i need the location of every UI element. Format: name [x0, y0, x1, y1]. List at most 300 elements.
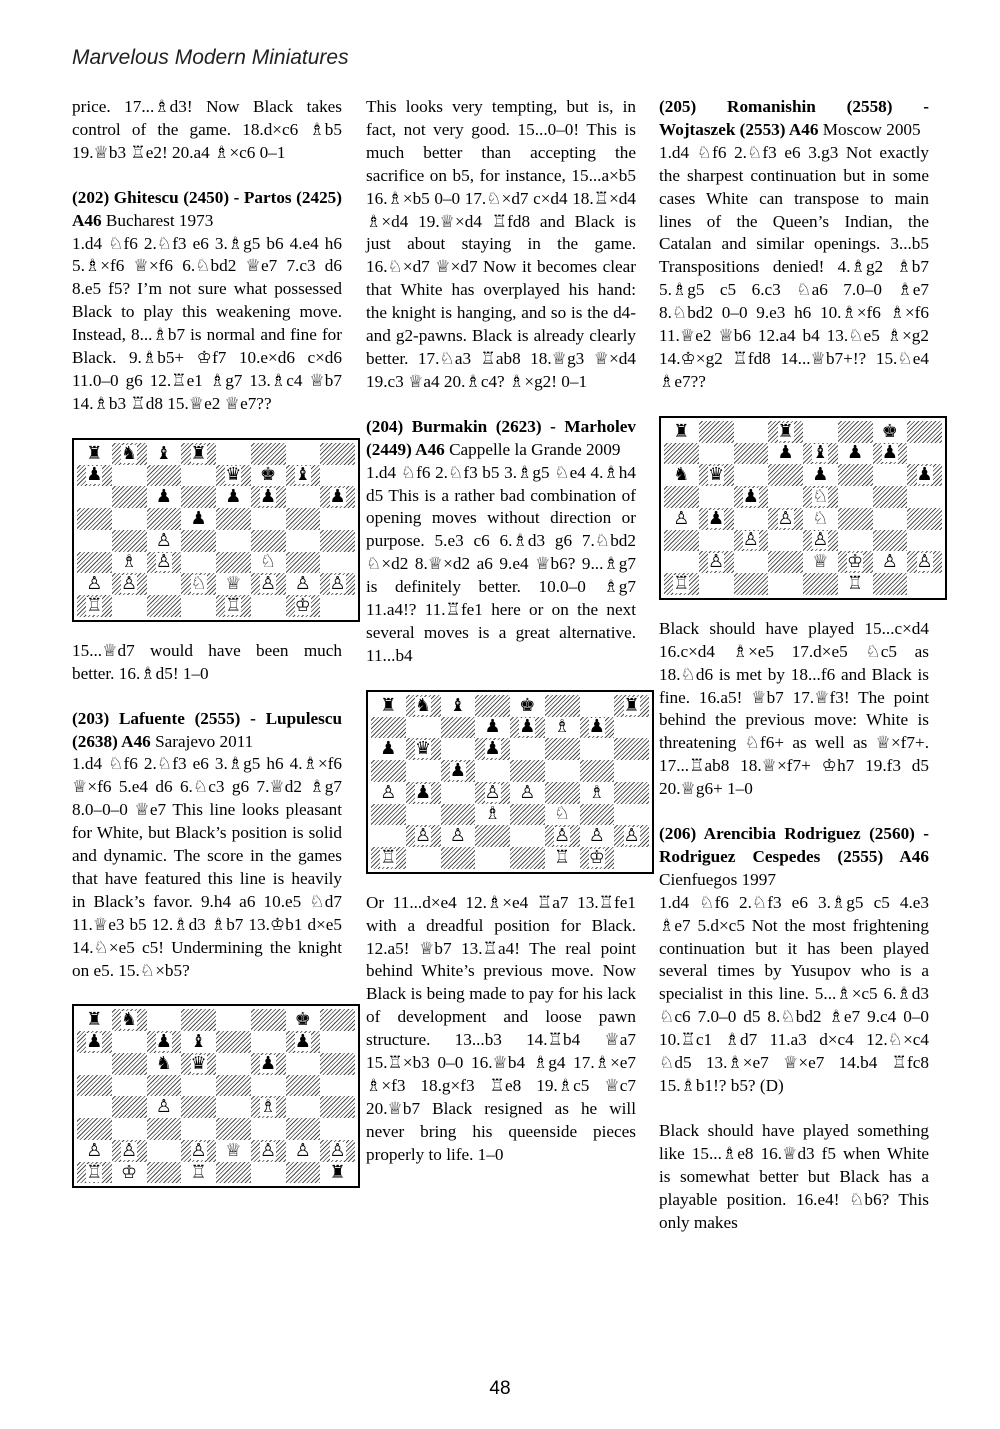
board-square: [112, 1031, 147, 1053]
board-square: [545, 738, 580, 760]
board-square: [734, 486, 769, 508]
game-header: (204) Burmakin (2623) - Marholev (2449) A46: [366, 416, 636, 459]
board-square: [286, 530, 321, 552]
board-square: [112, 1162, 147, 1184]
board-square: [580, 847, 615, 869]
board-square: [77, 552, 112, 574]
board-square: [77, 1096, 112, 1118]
game-header: (203) Lafuente (2555) - Lupulescu (2638) A46: [72, 708, 342, 751]
board-square: [580, 738, 615, 760]
board-square: [406, 847, 441, 869]
board-square: [838, 551, 873, 573]
board-square: [147, 486, 182, 508]
board-square: [147, 1009, 182, 1031]
board-square: [216, 1140, 251, 1162]
board-square: [181, 508, 216, 530]
board-square: [216, 573, 251, 595]
board-square: [441, 847, 476, 869]
chess-piece-icon: ♞: [415, 694, 432, 716]
board-square: [147, 508, 182, 530]
game-place: Bucharest 1973: [101, 210, 214, 230]
board-square: [734, 421, 769, 443]
chess-piece-icon: ♙: [260, 573, 277, 595]
board-square: [838, 486, 873, 508]
chess-piece-icon: ♙: [484, 781, 501, 803]
chess-piece-icon: ♘: [260, 551, 277, 573]
board-square: [475, 738, 510, 760]
game-header: (205) Romanishin (2558) - Wojtaszek (2553) A46: [659, 97, 929, 139]
chess-piece-icon: ♛: [190, 1052, 207, 1074]
board-square: [873, 530, 908, 552]
board-square: [768, 464, 803, 486]
chess-piece-icon: ♘: [812, 507, 829, 529]
chess-piece-icon: ♜: [86, 442, 103, 464]
board-square: [699, 486, 734, 508]
game-205: [659, 96, 929, 394]
board-square: [216, 443, 251, 465]
board-square: [320, 573, 355, 595]
board-square: [371, 847, 406, 869]
board-square: [907, 464, 942, 486]
chess-piece-icon: ♟: [881, 442, 898, 464]
board-square: [406, 695, 441, 717]
board-square: [803, 443, 838, 465]
board-square: [77, 1140, 112, 1162]
board-square: [181, 1031, 216, 1053]
board-square: [873, 443, 908, 465]
board-square: [371, 738, 406, 760]
chess-piece-icon: ♙: [329, 1139, 346, 1161]
board-square: [320, 465, 355, 487]
chess-piece-icon: ♖: [225, 594, 242, 616]
chess-piece-icon: ♚: [294, 1009, 311, 1031]
chess-piece-icon: ♚: [260, 464, 277, 486]
chess-piece-icon: ♙: [155, 551, 172, 573]
board-square: [77, 573, 112, 595]
game-moves: 1.d4 ♘f6 2.♘f3 b5 3.♗g5 ♘e4 4.♗h4 d5 This is a rather bad combination of opening moves without direction or purpose. 5.e3 c6 6.♗d3 g6 7.♘bd2 ♘×d2 8.♕×d2 a6 9.e4 ♕b6? 9...♗g7 is definitely better. 10.0–0 ♗g7 11.a4!? 11.♖fe1 here or on the next several moves is a great alternative. 11...b4: [366, 462, 636, 665]
board-square: [112, 1075, 147, 1097]
board-square: [699, 573, 734, 595]
chess-piece-icon: ♕: [225, 573, 242, 595]
board-square: [112, 573, 147, 595]
board-square: [216, 465, 251, 487]
chess-piece-icon: ♙: [742, 529, 759, 551]
board-square: [286, 465, 321, 487]
board-square: [181, 1053, 216, 1075]
board-square: [838, 421, 873, 443]
board-square: [580, 760, 615, 782]
board-square: [147, 552, 182, 574]
board-square: [371, 760, 406, 782]
chess-piece-icon: ♙: [155, 529, 172, 551]
board-square: [545, 717, 580, 739]
chess-piece-icon: ♙: [86, 573, 103, 595]
board-square: [907, 530, 942, 552]
board-square: [907, 551, 942, 573]
board-square: [181, 1118, 216, 1140]
board-square: [734, 551, 769, 573]
board-square: [545, 760, 580, 782]
board-square: [112, 595, 147, 617]
board-square: [614, 825, 649, 847]
board-square: [251, 595, 286, 617]
board-square: [112, 508, 147, 530]
board-square: [580, 695, 615, 717]
board-square: [475, 782, 510, 804]
board-square: [873, 573, 908, 595]
board-square: [873, 421, 908, 443]
board-square: [907, 421, 942, 443]
chess-piece-icon: ♝: [155, 442, 172, 464]
board-square: [77, 1162, 112, 1184]
paragraph: price. 17...♗d3! Now Black takes control of the game. 18.d×c6 ♗b5 19.♕b3 ♖e2! 20.a4 ♗×c6 0–1: [72, 97, 342, 162]
chess-piece-icon: ♙: [380, 781, 397, 803]
board-square: [181, 1096, 216, 1118]
board-square: [286, 508, 321, 530]
board-square: [147, 1075, 182, 1097]
board-square: [286, 1096, 321, 1118]
board-square: [216, 1118, 251, 1140]
board-square: [406, 760, 441, 782]
chess-piece-icon: ♕: [812, 551, 829, 573]
board-square: [320, 1009, 355, 1031]
board-square: [614, 847, 649, 869]
board-square: [510, 717, 545, 739]
chess-piece-icon: ♙: [449, 825, 466, 847]
chess-piece-icon: ♕: [225, 1139, 242, 1161]
board-square: [580, 782, 615, 804]
game-moves: 1.d4 ♘f6 2.♘f3 e6 3.♗g5 h6 4.♗×f6 ♕×f6 5.e4 d6 6.♘c3 g6 7.♕d2 ♗g7 8.0–0–0 ♕e7 This line looks pleasant for White, but Black’s position is solid and dynamic. The score in the games that have featured this line is heavily in Black’s favor. 9.h4 a6 10.e5 ♘d7 11.♕e3 b5 12.♗d3 ♗b7 13.♔b1 d×e5 14.♘×e5 c5! Undermining the knight on e5. 15.♘×b5?: [72, 754, 342, 980]
board-square: [112, 486, 147, 508]
board-square: [320, 1096, 355, 1118]
board-square: [251, 530, 286, 552]
chess-piece-icon: ♟: [847, 442, 864, 464]
board-square: [768, 486, 803, 508]
board-square: [873, 464, 908, 486]
chess-piece-icon: ♜: [777, 420, 794, 442]
game-place: Cienfuegos 1997: [659, 869, 776, 889]
board-square: [147, 1096, 182, 1118]
board-square: [251, 443, 286, 465]
chess-piece-icon: ♗: [554, 716, 571, 738]
board-square: [251, 1096, 286, 1118]
chess-piece-icon: ♜: [329, 1161, 346, 1183]
chess-piece-icon: ♟: [916, 464, 933, 486]
chess-diagram: [72, 438, 360, 622]
board-square: [181, 1140, 216, 1162]
board-square: [803, 486, 838, 508]
board-square: [475, 717, 510, 739]
board-square: [699, 421, 734, 443]
board-square: [286, 1140, 321, 1162]
board-square: [614, 804, 649, 826]
board-square: [216, 595, 251, 617]
board-square: [112, 1140, 147, 1162]
chess-piece-icon: ♟: [777, 442, 794, 464]
board-square: [907, 443, 942, 465]
game-206: [659, 823, 929, 1098]
chess-piece-icon: ♗: [260, 1096, 277, 1118]
game-moves: 1.d4 ♘f6 2.♘f3 e6 3.♗g5 c5 4.e3 ♗e7 5.d×c5 Not the most frightening continuation but it has been played several times by Yusupov who is a specialist in this line. 5...♗×c5 6.♗d3 ♘c6 7.0–0 d5 8.♘bd2 ♗e7 9.c4 0–0 10.♖c1 ♗d7 11.a3 d×c4 12.♘×c4 ♘d5 13.♗×e7 ♕×e7 14.b4 ♖fc8 15.♗b1!? b5? (D): [659, 892, 929, 1095]
board-square: [112, 530, 147, 552]
board-square: [510, 782, 545, 804]
board-square: [510, 695, 545, 717]
board-square: [699, 530, 734, 552]
chess-piece-icon: ♚: [519, 694, 536, 716]
board-square: [181, 530, 216, 552]
board-square: [320, 508, 355, 530]
chess-piece-icon: ♜: [380, 694, 397, 716]
chess-piece-icon: ♗: [484, 803, 501, 825]
board-square: [510, 738, 545, 760]
board-square: [734, 464, 769, 486]
board-square: [614, 695, 649, 717]
chess-piece-icon: ♟: [519, 716, 536, 738]
game-204: [366, 416, 636, 668]
board-square: [907, 486, 942, 508]
chess-piece-icon: ♔: [294, 594, 311, 616]
board-square: [614, 760, 649, 782]
board-square: [181, 595, 216, 617]
board-square: [77, 1009, 112, 1031]
board-square: [320, 1140, 355, 1162]
board-square: [112, 465, 147, 487]
chess-piece-icon: ♙: [294, 573, 311, 595]
board-square: [320, 486, 355, 508]
board-square: [441, 804, 476, 826]
board-square: [320, 1162, 355, 1184]
chess-piece-icon: ♟: [155, 1031, 172, 1053]
chess-piece-icon: ♟: [155, 486, 172, 508]
board-square: [768, 573, 803, 595]
board-square: [286, 573, 321, 595]
board-square: [77, 595, 112, 617]
chess-piece-icon: ♗: [121, 551, 138, 573]
board-square: [664, 530, 699, 552]
chess-piece-icon: ♙: [519, 781, 536, 803]
board-square: [406, 782, 441, 804]
board-square: [510, 847, 545, 869]
chess-piece-icon: ♘: [554, 803, 571, 825]
chess-piece-icon: ♙: [415, 825, 432, 847]
board-square: [251, 465, 286, 487]
board-square: [181, 552, 216, 574]
board-square: [112, 1009, 147, 1031]
chess-piece-icon: ♝: [294, 464, 311, 486]
board-square: [77, 508, 112, 530]
chess-piece-icon: ♖: [86, 594, 103, 616]
board-square: [77, 1075, 112, 1097]
chess-piece-icon: ♛: [415, 738, 432, 760]
board-square: [803, 508, 838, 530]
board-square: [320, 1075, 355, 1097]
board-square: [873, 508, 908, 530]
board-square: [216, 530, 251, 552]
game-place: Moscow 2005: [818, 119, 921, 139]
board-square: [580, 804, 615, 826]
board-square: [286, 595, 321, 617]
board-square: [838, 508, 873, 530]
board-square: [580, 825, 615, 847]
game-moves: 1.d4 ♘f6 2.♘f3 e6 3.♗g5 b6 4.e4 h6 5.♗×f6 ♕×f6 6.♘bd2 ♕e7 7.c3 d6 8.e5 f5? I’m not sure what possessed Black to play this weakening move. Instead, 8...♗b7 is normal and fine for Black. 9.♗b5+ ♔f7 10.e×d6 c×d6 11.0–0 g6 12.♖e1 ♗g7 13.♗c4 ♕b7 14.♗b3 ♖d8 15.♕e2 ♕e7??: [72, 233, 342, 413]
chess-piece-icon: ♞: [121, 1009, 138, 1031]
game-moves: 1.d4 ♘f6 2.♘f3 e6 3.g3 Not exactly the sharpest continuation but in some cases White can transpose to main lines of the Queen’s Indian, the Catalan and similar openings. 3...b5 Transpositions denied! 4.♗g2 ♗b7 5.♗g5 c5 6.c3 ♘a6 7.0–0 ♗e7 8.♘bd2 0–0 9.e3 h6 10.♗×f6 ♗×f6 11.♕e2 ♕b6 12.a4 b4 13.♘e5 ♗×g2 14.♔×g2 ♖fd8 14...♕b7+!? 15.♘e4 ♗e7??: [659, 142, 929, 391]
chess-piece-icon: ♟: [812, 464, 829, 486]
board-square: [441, 695, 476, 717]
board-square: [251, 508, 286, 530]
board-square: [181, 465, 216, 487]
chess-piece-icon: ♜: [623, 694, 640, 716]
board-square: [181, 1075, 216, 1097]
board-square: [734, 508, 769, 530]
board-square: [510, 760, 545, 782]
paragraph: Black should have played something like 15...♗e8 16.♕d3 f5 when White is somewhat better but Black has a playable position. 16.e4! ♘b6? This only makes: [659, 1120, 929, 1232]
board-square: [216, 1162, 251, 1184]
chess-piece-icon: ♖: [673, 572, 690, 594]
chess-piece-icon: ♟: [449, 759, 466, 781]
paragraph: Or 11...d×e4 12.♗×e4 ♖a7 13.♖fe1 with a dreadful position for Black. 12.a5! ♕b7 13.♖a4! The real point behind White’s previous move. Now Black is being made to pay for his lack of development and loose pawn structure. 13...b3 14.♖b4 ♕a7 15.♖×b3 0–0 16.♕b4 ♗g4 17.♗×e7 ♗×f3 18.g×f3 ♖e8 19.♗c5 ♕c7 20.♕b7 Black resigned as he will never bring his queenside pieces properly to life. 1–0: [366, 892, 636, 1164]
board-square: [251, 486, 286, 508]
chess-piece-icon: ♞: [155, 1052, 172, 1074]
board-square: [216, 1096, 251, 1118]
board-square: [664, 421, 699, 443]
board-square: [406, 804, 441, 826]
board-square: [251, 1162, 286, 1184]
chess-diagram: [659, 416, 947, 600]
board-square: [699, 464, 734, 486]
chess-piece-icon: ♙: [260, 1139, 277, 1161]
board-square: [406, 738, 441, 760]
board-square: [371, 804, 406, 826]
board-square: [216, 1075, 251, 1097]
chess-piece-icon: ♖: [554, 846, 571, 868]
board-square: [475, 760, 510, 782]
chess-piece-icon: ♟: [380, 738, 397, 760]
board-square: [286, 1053, 321, 1075]
board-square: [147, 530, 182, 552]
chess-piece-icon: ♙: [121, 573, 138, 595]
board-square: [320, 595, 355, 617]
board-square: [147, 443, 182, 465]
board-square: [251, 1009, 286, 1031]
board-square: [441, 825, 476, 847]
board-square: [181, 443, 216, 465]
game-place: Sarajevo 2011: [150, 731, 254, 751]
board-square: [286, 486, 321, 508]
chess-piece-icon: ♘: [190, 573, 207, 595]
board-square: [371, 717, 406, 739]
chess-piece-icon: ♟: [484, 716, 501, 738]
board-square: [112, 1096, 147, 1118]
chess-piece-icon: ♟: [190, 507, 207, 529]
board-square: [320, 552, 355, 574]
board-square: [838, 443, 873, 465]
board-square: [907, 573, 942, 595]
board-square: [77, 530, 112, 552]
board-square: [545, 695, 580, 717]
board-square: [286, 1118, 321, 1140]
chess-piece-icon: ♙: [190, 1139, 207, 1161]
board-square: [545, 847, 580, 869]
chess-piece-icon: ♟: [484, 738, 501, 760]
chess-diagram: [366, 690, 654, 874]
board-square: [320, 530, 355, 552]
board-square: [112, 443, 147, 465]
chess-piece-icon: ♖: [86, 1161, 103, 1183]
board-square: [406, 825, 441, 847]
board-square: [907, 508, 942, 530]
board-square: [286, 552, 321, 574]
board-square: [112, 552, 147, 574]
board-square: [803, 530, 838, 552]
chess-piece-icon: ♙: [916, 551, 933, 573]
board-square: [406, 717, 441, 739]
board-square: [77, 1031, 112, 1053]
chess-piece-icon: ♜: [190, 442, 207, 464]
board-square: [768, 421, 803, 443]
board-square: [803, 573, 838, 595]
board-square: [181, 1009, 216, 1031]
chess-piece-icon: ♖: [380, 846, 397, 868]
board-square: [803, 464, 838, 486]
board-square: [873, 486, 908, 508]
board-square: [475, 804, 510, 826]
board-square: [147, 1118, 182, 1140]
game-place: Cappelle la Grande 2009: [444, 439, 621, 459]
board-square: [838, 530, 873, 552]
board-square: [147, 1162, 182, 1184]
board-square: [320, 1031, 355, 1053]
board-square: [251, 1031, 286, 1053]
board-square: [286, 443, 321, 465]
chess-piece-icon: ♙: [294, 1139, 311, 1161]
chess-piece-icon: ♘: [812, 485, 829, 507]
board-square: [251, 552, 286, 574]
board-square: [664, 551, 699, 573]
chess-piece-icon: ♖: [847, 572, 864, 594]
board-square: [441, 717, 476, 739]
chess-piece-icon: ♞: [121, 442, 138, 464]
board-square: [475, 695, 510, 717]
chess-piece-icon: ♙: [329, 573, 346, 595]
board-square: [286, 1009, 321, 1031]
chess-piece-icon: ♙: [121, 1139, 138, 1161]
chess-piece-icon: ♙: [673, 507, 690, 529]
board-square: [371, 695, 406, 717]
board-square: [664, 486, 699, 508]
board-square: [251, 1053, 286, 1075]
board-square: [545, 804, 580, 826]
chess-piece-icon: ♙: [777, 507, 794, 529]
chess-diagram: [72, 1004, 360, 1188]
board-square: [181, 1162, 216, 1184]
board-square: [545, 782, 580, 804]
board-square: [614, 738, 649, 760]
chess-piece-icon: ♙: [554, 825, 571, 847]
running-title: Marvelous Modern Miniatures: [72, 46, 349, 69]
board-square: [545, 825, 580, 847]
board-square: [251, 1140, 286, 1162]
chess-piece-icon: ♜: [86, 1009, 103, 1031]
board-square: [286, 1075, 321, 1097]
board-square: [251, 1118, 286, 1140]
chess-piece-icon: ♟: [225, 486, 242, 508]
board-square: [768, 551, 803, 573]
board-square: [216, 486, 251, 508]
board-square: [510, 825, 545, 847]
board-square: [510, 804, 545, 826]
paragraph: Black should have played 15...c×d4 16.c×d4 ♗×e5 17.d×e5 ♘c5 as 18.♘d6 is met by 18...f6 and Black is fine. 16.a5! ♕b7 17.♕f3! The point behind the previous move: White is threatening ♘f6+ as well as ♕×f7+. 17...♖ab8 18.♕×f7+ ♔h7 19.f3 d5 20.♕g6+ 1–0: [659, 618, 929, 799]
